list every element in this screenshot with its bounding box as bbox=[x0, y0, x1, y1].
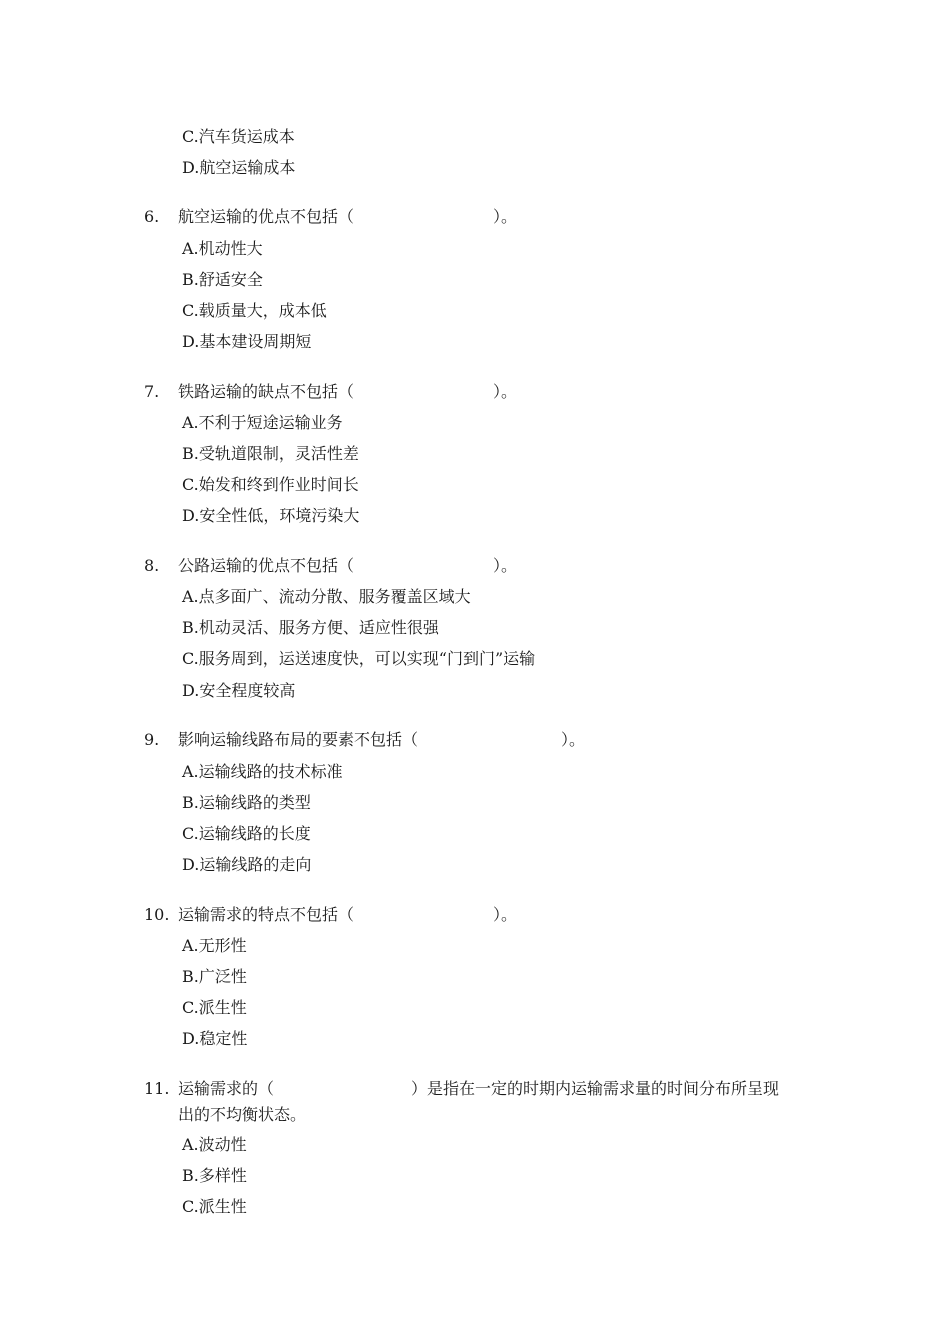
option: C.派生性 bbox=[182, 1197, 247, 1216]
question-number: 10. bbox=[144, 905, 170, 924]
option: C.服务周到，运送速度快，可以实现“门到门”运输 bbox=[182, 649, 536, 668]
option: A.无形性 bbox=[182, 936, 247, 955]
answer-blank-close: ）。 bbox=[493, 905, 518, 924]
option: A.点多面广、流动分散、服务覆盖区域大 bbox=[182, 587, 471, 606]
question-stem: 公路运输的优点不包括（ bbox=[178, 556, 355, 575]
option: A.运输线路的技术标准 bbox=[182, 762, 343, 781]
option: C.运输线路的长度 bbox=[182, 824, 311, 843]
option: D.运输线路的走向 bbox=[182, 855, 312, 874]
question-number: 8. bbox=[144, 556, 160, 575]
option: A.不利于短途运输业务 bbox=[182, 413, 343, 432]
option: C.载质量大，成本低 bbox=[182, 301, 327, 320]
option: B.舒适安全 bbox=[182, 270, 263, 289]
option: B.机动灵活、服务方便、适应性很强 bbox=[182, 618, 439, 637]
question-stem: 影响运输线路布局的要素不包括（ bbox=[178, 730, 419, 749]
option: C.汽车货运成本 bbox=[182, 127, 295, 146]
answer-blank-close: ）。 bbox=[561, 730, 586, 749]
option: B.受轨道限制，灵活性差 bbox=[182, 444, 359, 463]
option: D.航空运输成本 bbox=[182, 158, 296, 177]
option: B.运输线路的类型 bbox=[182, 793, 311, 812]
answer-blank-close: ）。 bbox=[493, 382, 518, 401]
question-stem: 运输需求的特点不包括（ bbox=[178, 905, 355, 924]
option: C.派生性 bbox=[182, 998, 247, 1017]
question-stem: 航空运输的优点不包括（ bbox=[178, 207, 355, 226]
answer-blank-close: ）。 bbox=[493, 207, 518, 226]
question-stem-continued: ）是指在一定的时期内运输需求量的时间分布所呈现 bbox=[411, 1079, 780, 1098]
question-number: 11. bbox=[144, 1079, 170, 1098]
question-number: 9. bbox=[144, 730, 160, 749]
option: A.波动性 bbox=[182, 1135, 247, 1154]
option: C.始发和终到作业时间长 bbox=[182, 475, 359, 494]
option: D.稳定性 bbox=[182, 1029, 248, 1048]
option: A.机动性大 bbox=[182, 239, 263, 258]
option: D.安全程度较高 bbox=[182, 681, 296, 700]
question-stem: 铁路运输的缺点不包括（ bbox=[178, 382, 355, 401]
option: D.基本建设周期短 bbox=[182, 332, 312, 351]
question-number: 6. bbox=[144, 207, 160, 226]
question-stem-line2: 出的不均衡状态。 bbox=[178, 1105, 307, 1124]
option: B.广泛性 bbox=[182, 967, 247, 986]
option: B.多样性 bbox=[182, 1166, 247, 1185]
question-number: 7. bbox=[144, 382, 160, 401]
question-stem: 运输需求的（ bbox=[178, 1079, 275, 1098]
answer-blank-close: ）。 bbox=[493, 556, 518, 575]
option: D.安全性低，环境污染大 bbox=[182, 506, 360, 525]
